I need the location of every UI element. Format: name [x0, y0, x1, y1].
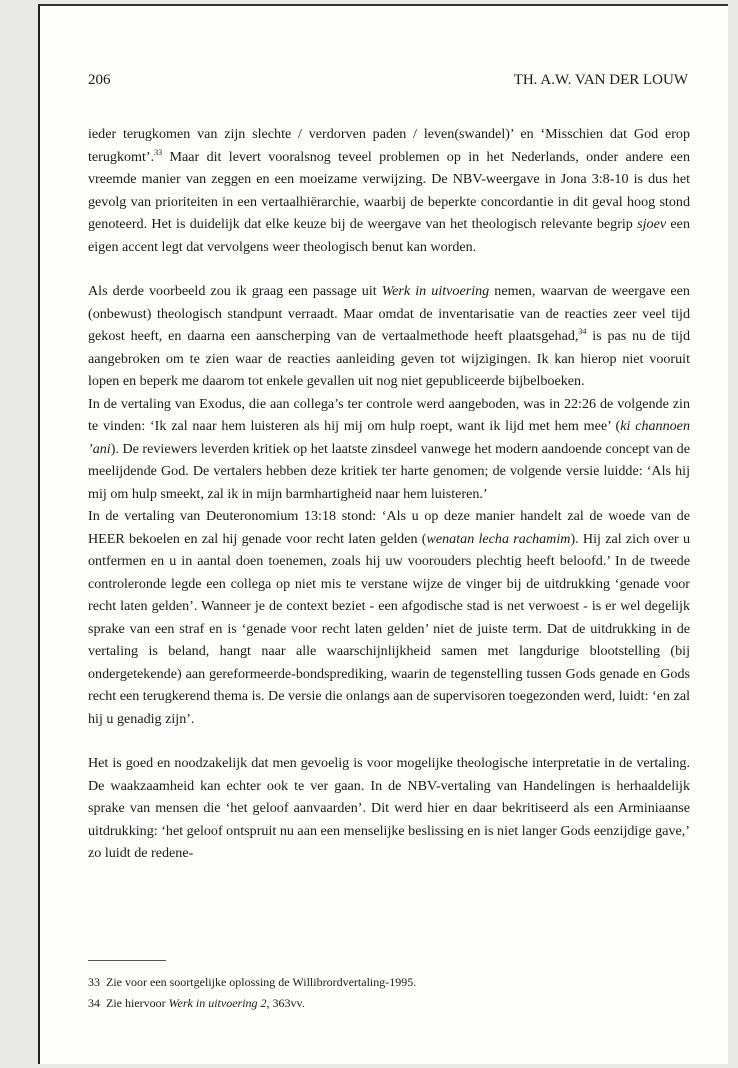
- footnote-ref-34[interactable]: 34: [578, 327, 587, 336]
- running-title: TH. A.W. VAN DER LOUW: [513, 72, 688, 88]
- page: [38, 4, 728, 1064]
- paragraph-1: ieder terugkomen van zijn slechte / verdorven paden / leven(swandel)’ en ‘Misschien dat God erop terugkomt’.$^{33}$ Maar dit levert vooralsnog teveel problemen op in het Nederlands, onder andere een vreemde manier van zeggen en een moeizame verwijzing. De NBV-weergave in Jona 3:8-10 is dus het gevolg van prioriteiten in een vertaalhiërarchie, waarbij de beperkte concordantie in dit geval hoog stond genoteerd. Het is duidelijk dat elke keuze bij de weergave van het theologisch relevante begrip sjoev een eigen accent legt dat vervolgens weer theologisch benut kan worden.: [88, 126, 690, 255]
- paragraph-5: Het is goed en noodzakelijk dat men gevoelig is voor mogelijke theologische interpretatie in de vertaling. De waakzaamheid kan echter ook te ver gaan. In de NBV-vertaling van Handelingen is herhaaldelijk sprake van mensen die ‘het geloof aanvaarden’. Dit werd hier en daar bekritiseerd als een Arminiaanse uitdrukking: ‘het geloof ontspruit nu aan een menselijke beslissing en is niet langer Gods eenzijdige gave,’ zo luidt de redene-: [88, 755, 690, 861]
- body-text: [88, 123, 690, 865]
- footnote-divider: [88, 960, 166, 961]
- footnote-34: 34 Zie hiervoor Werk in uitvoering 2, 363vv.: [88, 996, 305, 1010]
- footnotes: [88, 972, 690, 1014]
- paragraph-3: In de vertaling van Exodus, die aan collega’s ter controle werd aangeboden, was in 22:26 de volgende zin te vinden: ‘Ik zal naar hem luisteren als hij mij om hulp roept, want ik lijd met hem mee’ (ki channoen ’ani). De reviewers leverden kritiek op het laatste zinsdeel vanwege het modern aandoende concept van de meelijdende God. De vertalers hebben deze kritiek ter harte genomen; de volgende versie luidde: ‘Als hij mij om hulp smeekt, zal ik in mijn barmhartigheid naar hem luisteren.’: [88, 395, 690, 502]
- page-number: 206: [88, 72, 111, 88]
- running-header: [88, 72, 688, 89]
- paragraph-4: In de vertaling van Deuteronomium 13:18 stond: ‘Als u op deze manier handelt zal de woede van de HEER bekoelen en zal hij genade voor recht laten gelden (wenatan lecha rachamim). Hij zal zich over u ontfermen en u in aantal doen toenemen, zoals hij uw voorouders plechtig heeft beloofd.’ In de tweede controleronde legde een collega op niet mis te verstane wijze de vinger bij de uitdrukking ‘genade voor recht laten gelden’. Wanneer je de context beziet - een afgodische stad is net verwoest - is er wel degelijk sprake van een straf en is ‘genade voor recht laten gelden’ niet de juiste term. Dat de uitdrukking in de vertaling is beland, hangt naar alle waarschijnlijkheid samen met langdurige blootstelling (bij ondergetekende) aan gereformeerde-bondsprediking, waarin de tegenstelling tussen Gods genade en Gods recht een terugkerend thema is. De versie die onlangs aan de supervisoren toegezonden werd, luidt: ‘en zal hij u genadig zijn’.: [88, 508, 690, 727]
- paragraph-2: Als derde voorbeeld zou ik graag een passage uit Werk in uitvoering nemen, waarvan de weergave een (onbewust) theologisch standpunt verraadt. Maar omdat de inventarisatie van de reacties zeer veel tijd gekost heeft, en daarna een aanscherping van de vertaalmethode heeft plaatsgehad,$^{34}$ is pas nu de tijd aangebroken om te zien waar de reacties aanleiding geven tot wijzigingen. Ik kan hierop niet vooruit lopen en beperk me daarom tot enkele gevallen uit nog niet gepubliceerde bijbelboeken.: [88, 283, 690, 389]
- footnote-33: 33 Zie voor een soortgelijke oplossing de Willibrordvertaling-1995.: [88, 975, 417, 989]
- footnote-ref-33[interactable]: 33: [154, 147, 163, 157]
